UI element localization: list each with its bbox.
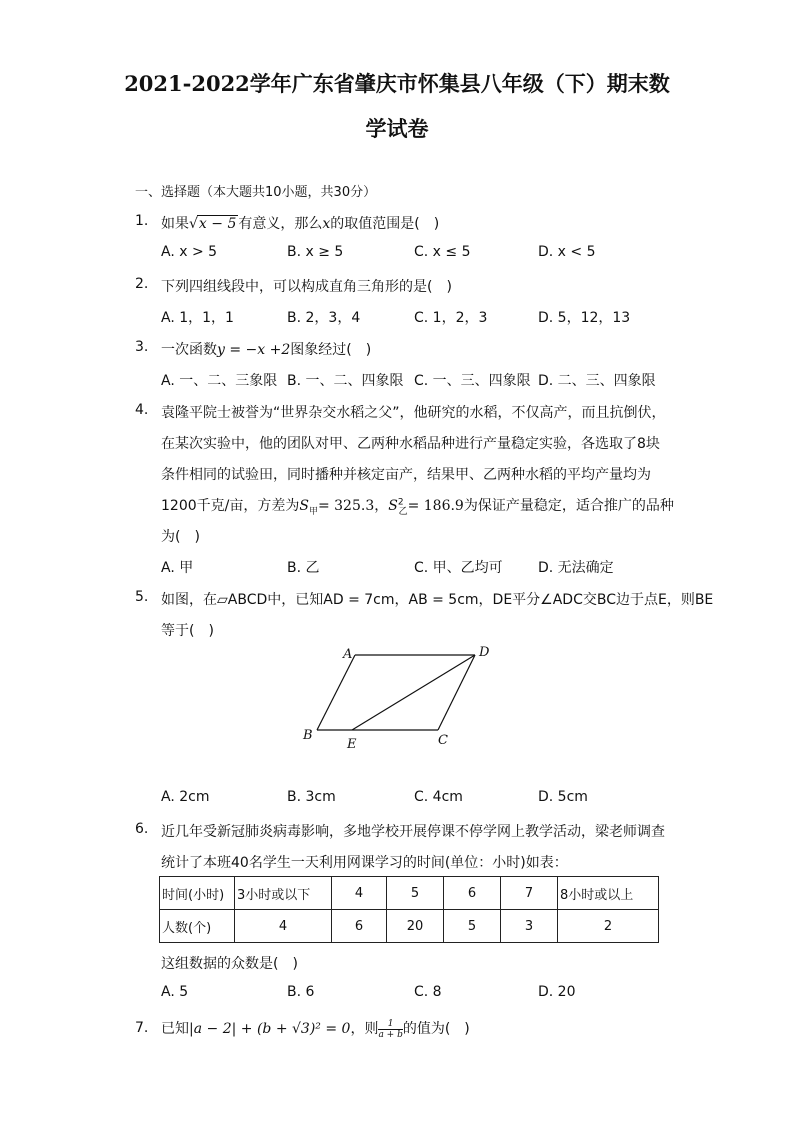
option-c[interactable]: C. 8 — [414, 984, 442, 1000]
question-number: 4. — [135, 402, 149, 418]
label-d: D — [479, 645, 490, 660]
question-number: 7. — [135, 1020, 149, 1036]
question-number: 6. — [135, 821, 149, 837]
option-b[interactable]: B. 乙 — [287, 560, 320, 576]
label-e: E — [347, 737, 357, 752]
question-1-text: 如果√x − 5 有意义，那么x的取值范围是( ) — [161, 216, 440, 232]
option-b[interactable]: B. x ≥ 5 — [287, 244, 344, 260]
table-cell: 5 — [387, 877, 444, 910]
option-d[interactable]: D. 5，12，13 — [538, 310, 631, 326]
parallelogram-figure — [295, 640, 505, 752]
table-cell: 2 — [558, 910, 659, 943]
question-4-line3: 条件相同的试验田，同时播种并核定亩产，结果甲、乙两种水稻的平均产量均为 — [161, 467, 651, 483]
option-c[interactable]: C. 甲、乙均可 — [414, 560, 503, 576]
question-number: 5. — [135, 589, 149, 605]
option-b[interactable]: B. 2，3，4 — [287, 310, 361, 326]
question-4-line1: 袁隆平院士被誉为“世界杂交水稻之父”，他研究的水稻，不仅高产，而且抗倒伏， — [161, 405, 666, 421]
option-d[interactable]: D. 无法确定 — [538, 560, 614, 576]
question-number: 1. — [135, 213, 149, 229]
option-a[interactable]: A. 1，1，1 — [161, 310, 234, 326]
option-d[interactable]: D. 二、三、四象限 — [538, 373, 656, 389]
question-6-line2: 统计了本班40名学生一天利用网课学习的时间(单位：小时)如表： — [161, 855, 568, 871]
question-7-text: 已知|a − 2| + (b + √3)² = 0，则 $\frac{1}{a + b}$ 的值为( ) — [161, 1018, 470, 1040]
question-4-line4: 1200千克/亩，方差为$S_甲= 325.3$，$S^2_乙= 186.9$为保证产量稳定，适合推广的品种 — [161, 497, 674, 517]
question-4-line5: 为( ) — [161, 529, 200, 545]
option-d[interactable]: D. 5cm — [538, 789, 588, 805]
option-d[interactable]: D. 20 — [538, 984, 576, 1000]
option-a[interactable]: A. 5 — [161, 984, 189, 1000]
label-a: A — [343, 647, 353, 662]
label-b: B — [303, 728, 313, 743]
option-c[interactable]: C. 1，2，3 — [414, 310, 488, 326]
question-4-line2: 在某次实验中，他的团队对甲、乙两种水稻品种进行产量稳定实验，各选取了8块 — [161, 436, 660, 452]
table-cell: 7 — [501, 877, 558, 910]
option-c[interactable]: C. 一、三、四象限 — [414, 373, 531, 389]
option-c[interactable]: C. x ≤ 5 — [414, 244, 471, 260]
option-c[interactable]: C. 4cm — [414, 789, 463, 805]
option-d[interactable]: D. x < 5 — [538, 244, 596, 260]
table-cell: 4 — [235, 910, 332, 943]
table-cell: 3 — [501, 910, 558, 943]
page-title-line2: 学试卷 — [365, 116, 429, 141]
question-number: 3. — [135, 339, 149, 355]
option-b[interactable]: B. 一、二、四象限 — [287, 373, 404, 389]
question-5-line2: 等于( ) — [161, 623, 214, 639]
data-table — [159, 876, 659, 943]
label-c: C — [438, 733, 448, 748]
table-cell: 人数(个) — [160, 910, 235, 943]
table-row — [160, 877, 659, 910]
table-row — [160, 910, 659, 943]
table-cell: 6 — [444, 877, 501, 910]
table-cell: 6 — [332, 910, 387, 943]
segment-ab — [317, 655, 355, 730]
table-cell: 8小时或以上 — [558, 877, 659, 910]
question-number: 2. — [135, 276, 149, 292]
page-title-line1: 2021-2022学年广东省肇庆市怀集县八年级（下）期末数 — [124, 71, 670, 96]
table-cell: 时间(小时) — [160, 877, 235, 910]
question-5-line1: 如图，在▱ABCD中，已知AD = 7cm，AB = 5cm，DE平分∠ADC交BC边于点E，则BE — [161, 592, 714, 608]
table-cell: 5 — [444, 910, 501, 943]
option-a[interactable]: A. 2cm — [161, 789, 210, 805]
option-a[interactable]: A. 一、二、三象限 — [161, 373, 278, 389]
section-heading: 一、选择题（本大题共10小题，共30分） — [135, 185, 377, 200]
option-a[interactable]: A. x > 5 — [161, 244, 218, 260]
question-3-text: 一次函数y = −x +2图象经过( ) — [161, 342, 372, 358]
table-cell: 4 — [332, 877, 387, 910]
option-b[interactable]: B. 3cm — [287, 789, 336, 805]
question-6-line1: 近几年受新冠肺炎病毒影响，多地学校开展停课不停学网上教学活动，梁老师调查 — [161, 824, 665, 840]
option-a[interactable]: A. 甲 — [161, 560, 194, 576]
question-2-text: 下列四组线段中，可以构成直角三角形的是( ) — [161, 279, 452, 295]
question-6-prompt: 这组数据的众数是( ) — [161, 956, 298, 972]
table-cell: 20 — [387, 910, 444, 943]
option-b[interactable]: B. 6 — [287, 984, 315, 1000]
table-cell: 3小时或以下 — [235, 877, 332, 910]
